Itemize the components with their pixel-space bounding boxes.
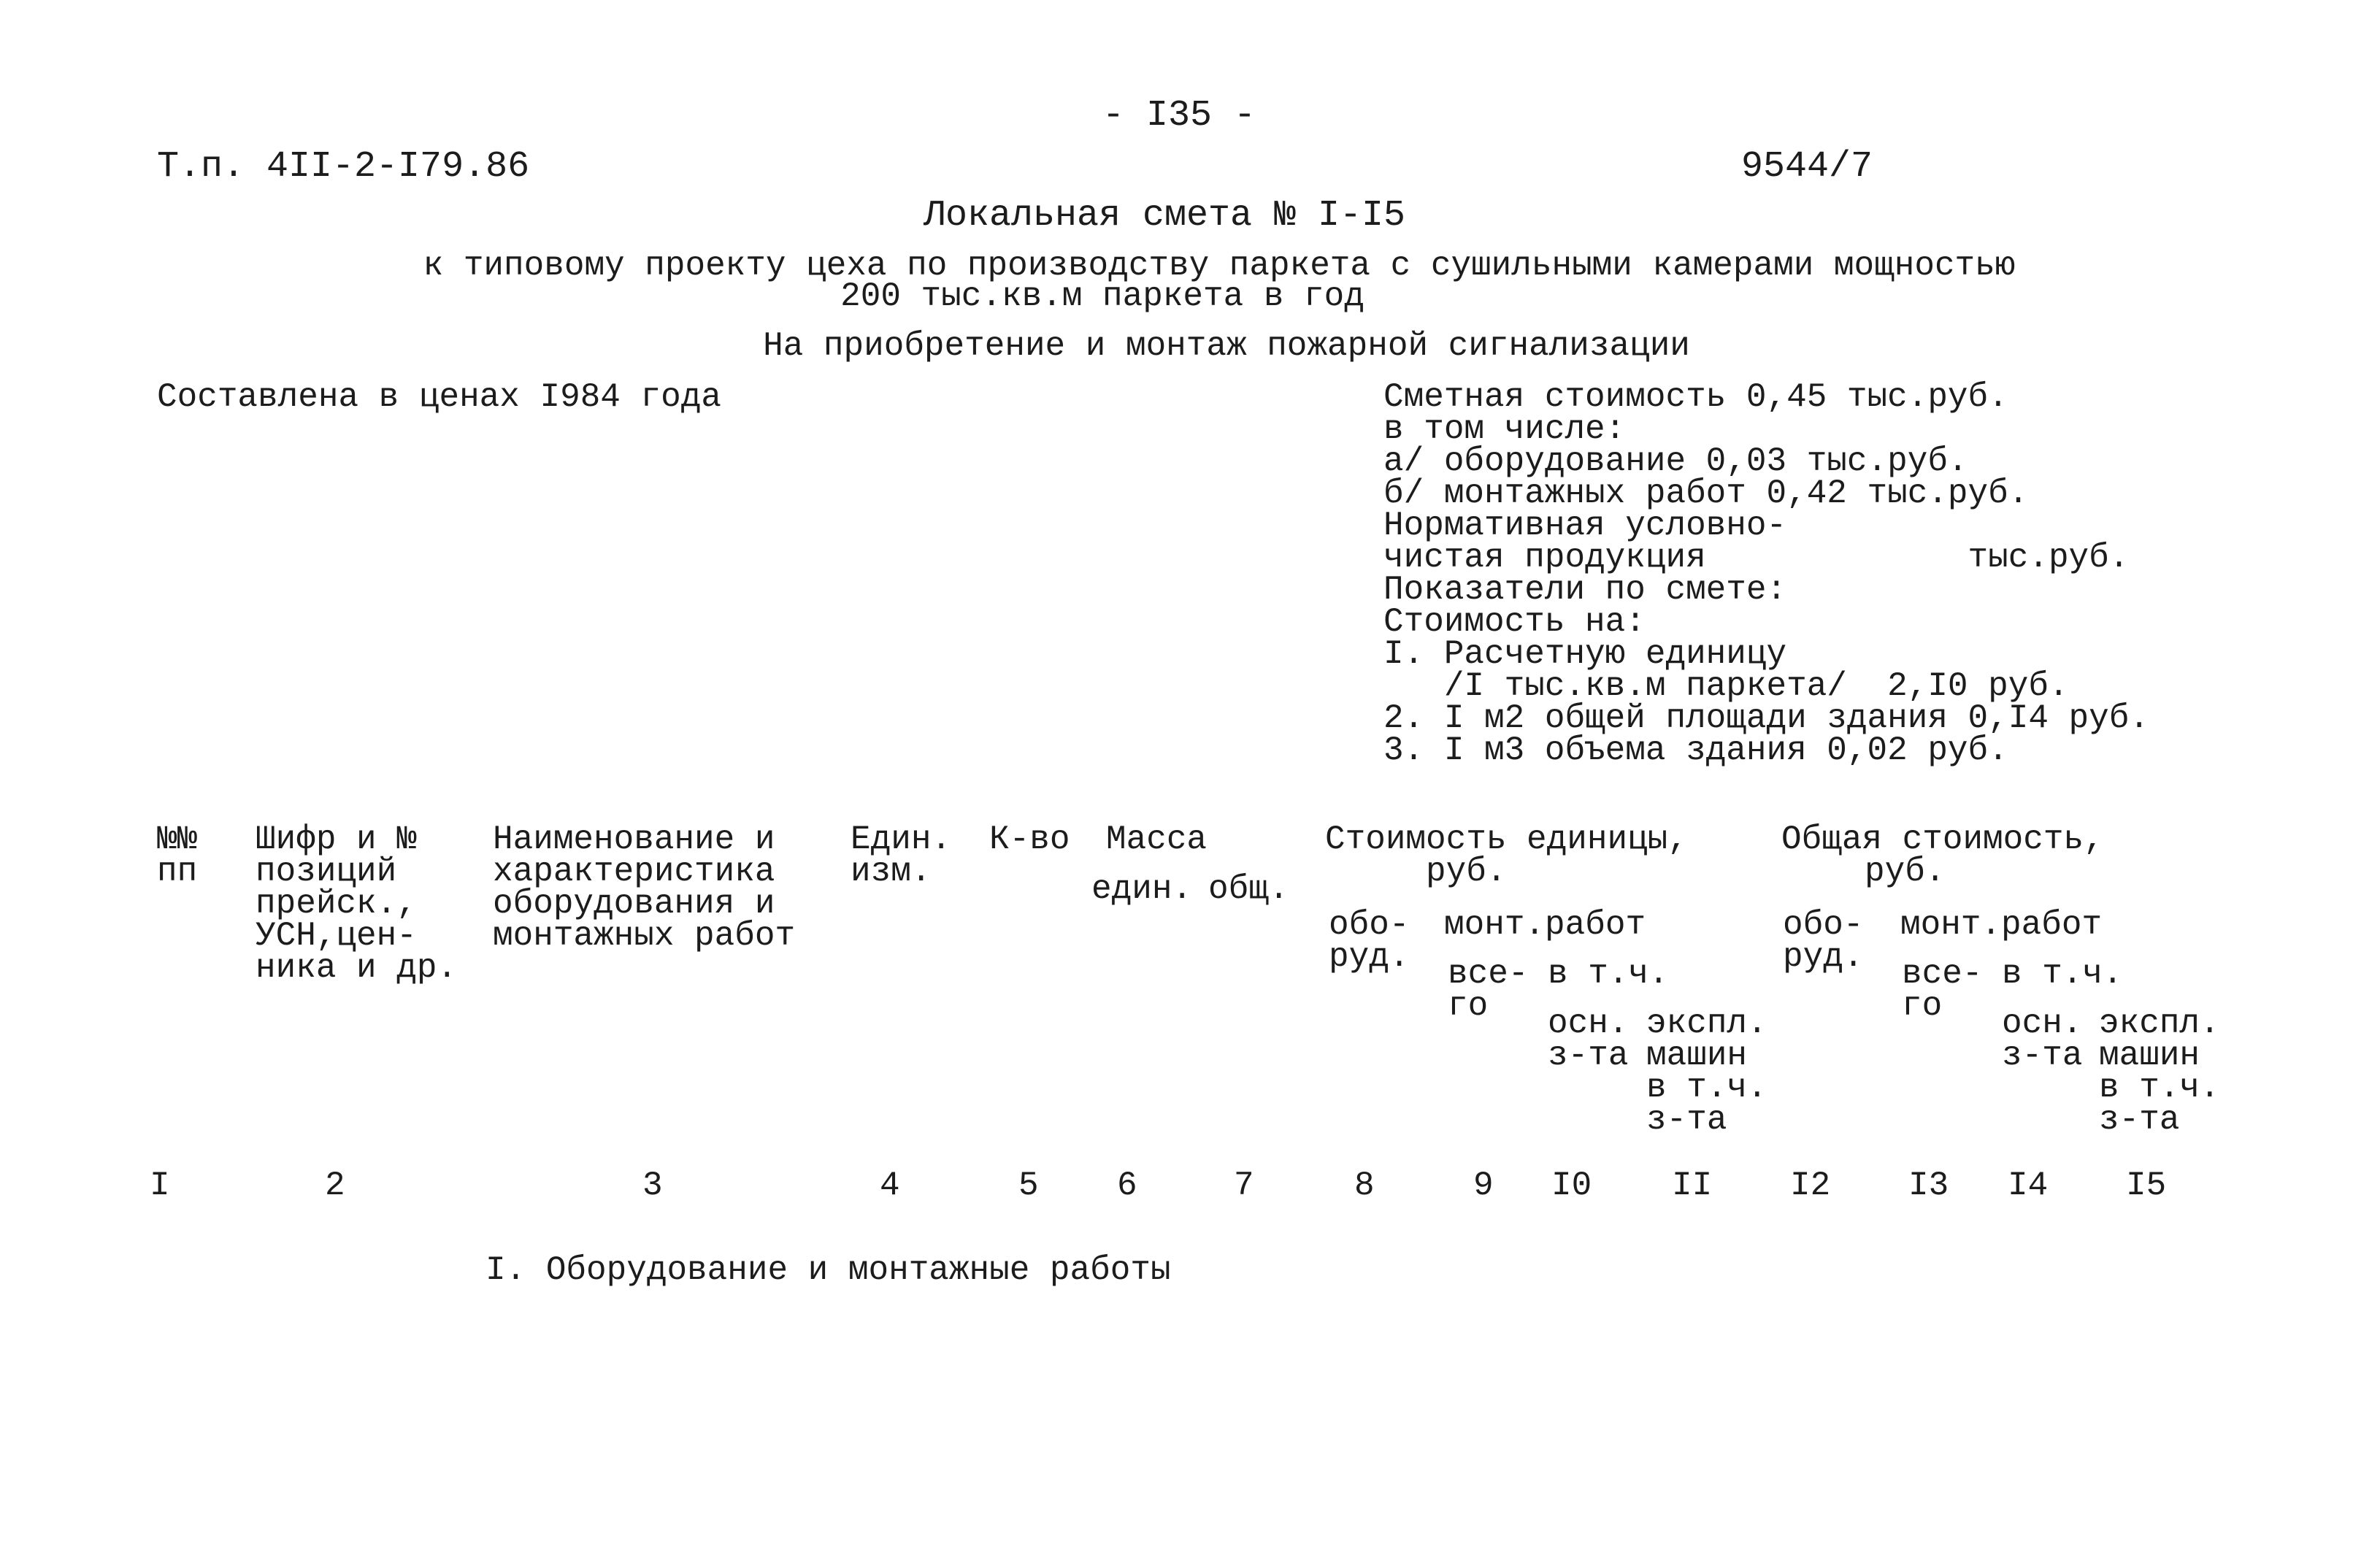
summary-line: 3. I м3 объема здания 0,02 руб. <box>1383 731 2008 769</box>
header-total-equipment: обо- руд. <box>1783 906 1864 976</box>
header-unit-basic-wage: осн. з-та <box>1548 1004 1629 1075</box>
cost-summary <box>1383 378 2260 769</box>
estimate-purpose: На приобретение и монтаж пожарной сигнализации <box>763 327 1690 365</box>
subtitle-line-2: 200 тыс.кв.м паркета в год <box>840 277 1364 315</box>
page-number: - I35 - <box>1102 95 1256 137</box>
header-total-basic-wage: осн. з-та <box>2002 1004 2083 1075</box>
summary-line: I. Расчетную единицу <box>1383 635 1787 673</box>
summary-line: Сметная стоимость 0,45 тыс.руб. <box>1383 378 2008 416</box>
sheet-number: 9544/7 <box>1741 146 1873 188</box>
column-number: 7 <box>1234 1167 1254 1204</box>
summary-line: /I тыс.кв.м паркета/ 2,I0 руб. <box>1383 667 2069 705</box>
header-col-unit: Един. изм. <box>851 821 952 891</box>
column-number: I2 <box>1790 1167 1831 1204</box>
column-number: 3 <box>642 1167 663 1204</box>
header-unit-equipment: обо- руд. <box>1329 906 1410 976</box>
prices-note: Составлена в ценах I984 года <box>157 378 721 416</box>
header-mass-total: общ. <box>1208 870 1289 908</box>
column-number: 5 <box>1018 1167 1039 1204</box>
header-col-number: №№ пп <box>157 821 198 891</box>
header-unit-cost: Стоимость единицы, руб. <box>1325 821 1688 891</box>
subtitle-line-1: к типовому проекту цеха по производству паркета с сушильными камерами мощностью <box>423 247 2016 285</box>
column-number: II <box>1672 1167 1713 1204</box>
column-number: I3 <box>1908 1167 1949 1204</box>
header-total-machines: экспл. машин в т.ч. з-та <box>2099 1004 2220 1139</box>
column-number: I <box>150 1167 170 1204</box>
document-code: Т.п. 4II-2-I79.86 <box>157 146 530 188</box>
header-col-code: Шифр и № позиций прейск., УСН,цен- ника и др. <box>256 821 458 987</box>
summary-line: Стоимость на: <box>1383 603 1646 641</box>
column-number: 6 <box>1117 1167 1137 1204</box>
summary-line: б/ монтажных работ 0,42 тыс.руб. <box>1383 474 2029 512</box>
header-total-incl: в т.ч. <box>2002 955 2123 993</box>
header-unit-machines: экспл. машин в т.ч. з-та <box>1646 1004 1767 1139</box>
column-number: 9 <box>1473 1167 1494 1204</box>
header-unit-incl: в т.ч. <box>1548 955 1669 993</box>
header-total-cost: Общая стоимость, руб. <box>1781 821 2104 891</box>
header-mass-unit: един. <box>1091 870 1193 908</box>
summary-line: Показатели по смете: <box>1383 571 1787 609</box>
summary-line: Нормативная условно- <box>1383 507 1787 545</box>
summary-line: в том числе: <box>1383 410 1626 448</box>
header-unit-mont-total: все- го <box>1448 955 1529 1025</box>
summary-line: а/ оборудование 0,03 тыс.руб. <box>1383 442 1968 480</box>
column-number: 4 <box>880 1167 900 1204</box>
header-total-mont-total: все- го <box>1902 955 1983 1025</box>
column-number: 2 <box>325 1167 345 1204</box>
estimate-title: Локальная смета № I-I5 <box>923 195 1406 237</box>
summary-line: чистая продукция тыс.руб. <box>1383 539 2130 577</box>
column-number: I5 <box>2126 1167 2167 1204</box>
header-total-mont-works: монт.работ <box>1900 906 2103 944</box>
column-number: 8 <box>1354 1167 1375 1204</box>
summary-line: 2. I м2 общей площади здания 0,I4 руб. <box>1383 699 2149 737</box>
header-col-name: Наименование и характеристика оборудования и монтажных работ <box>493 821 796 955</box>
column-number: I0 <box>1551 1167 1592 1204</box>
column-number: I4 <box>2008 1167 2049 1204</box>
header-unit-mont-works: монт.работ <box>1444 906 1646 944</box>
header-col-quantity: К-во <box>989 821 1070 858</box>
section-title: I. Оборудование и монтажные работы <box>485 1251 1171 1289</box>
header-col-mass: Масса <box>1106 821 1208 858</box>
